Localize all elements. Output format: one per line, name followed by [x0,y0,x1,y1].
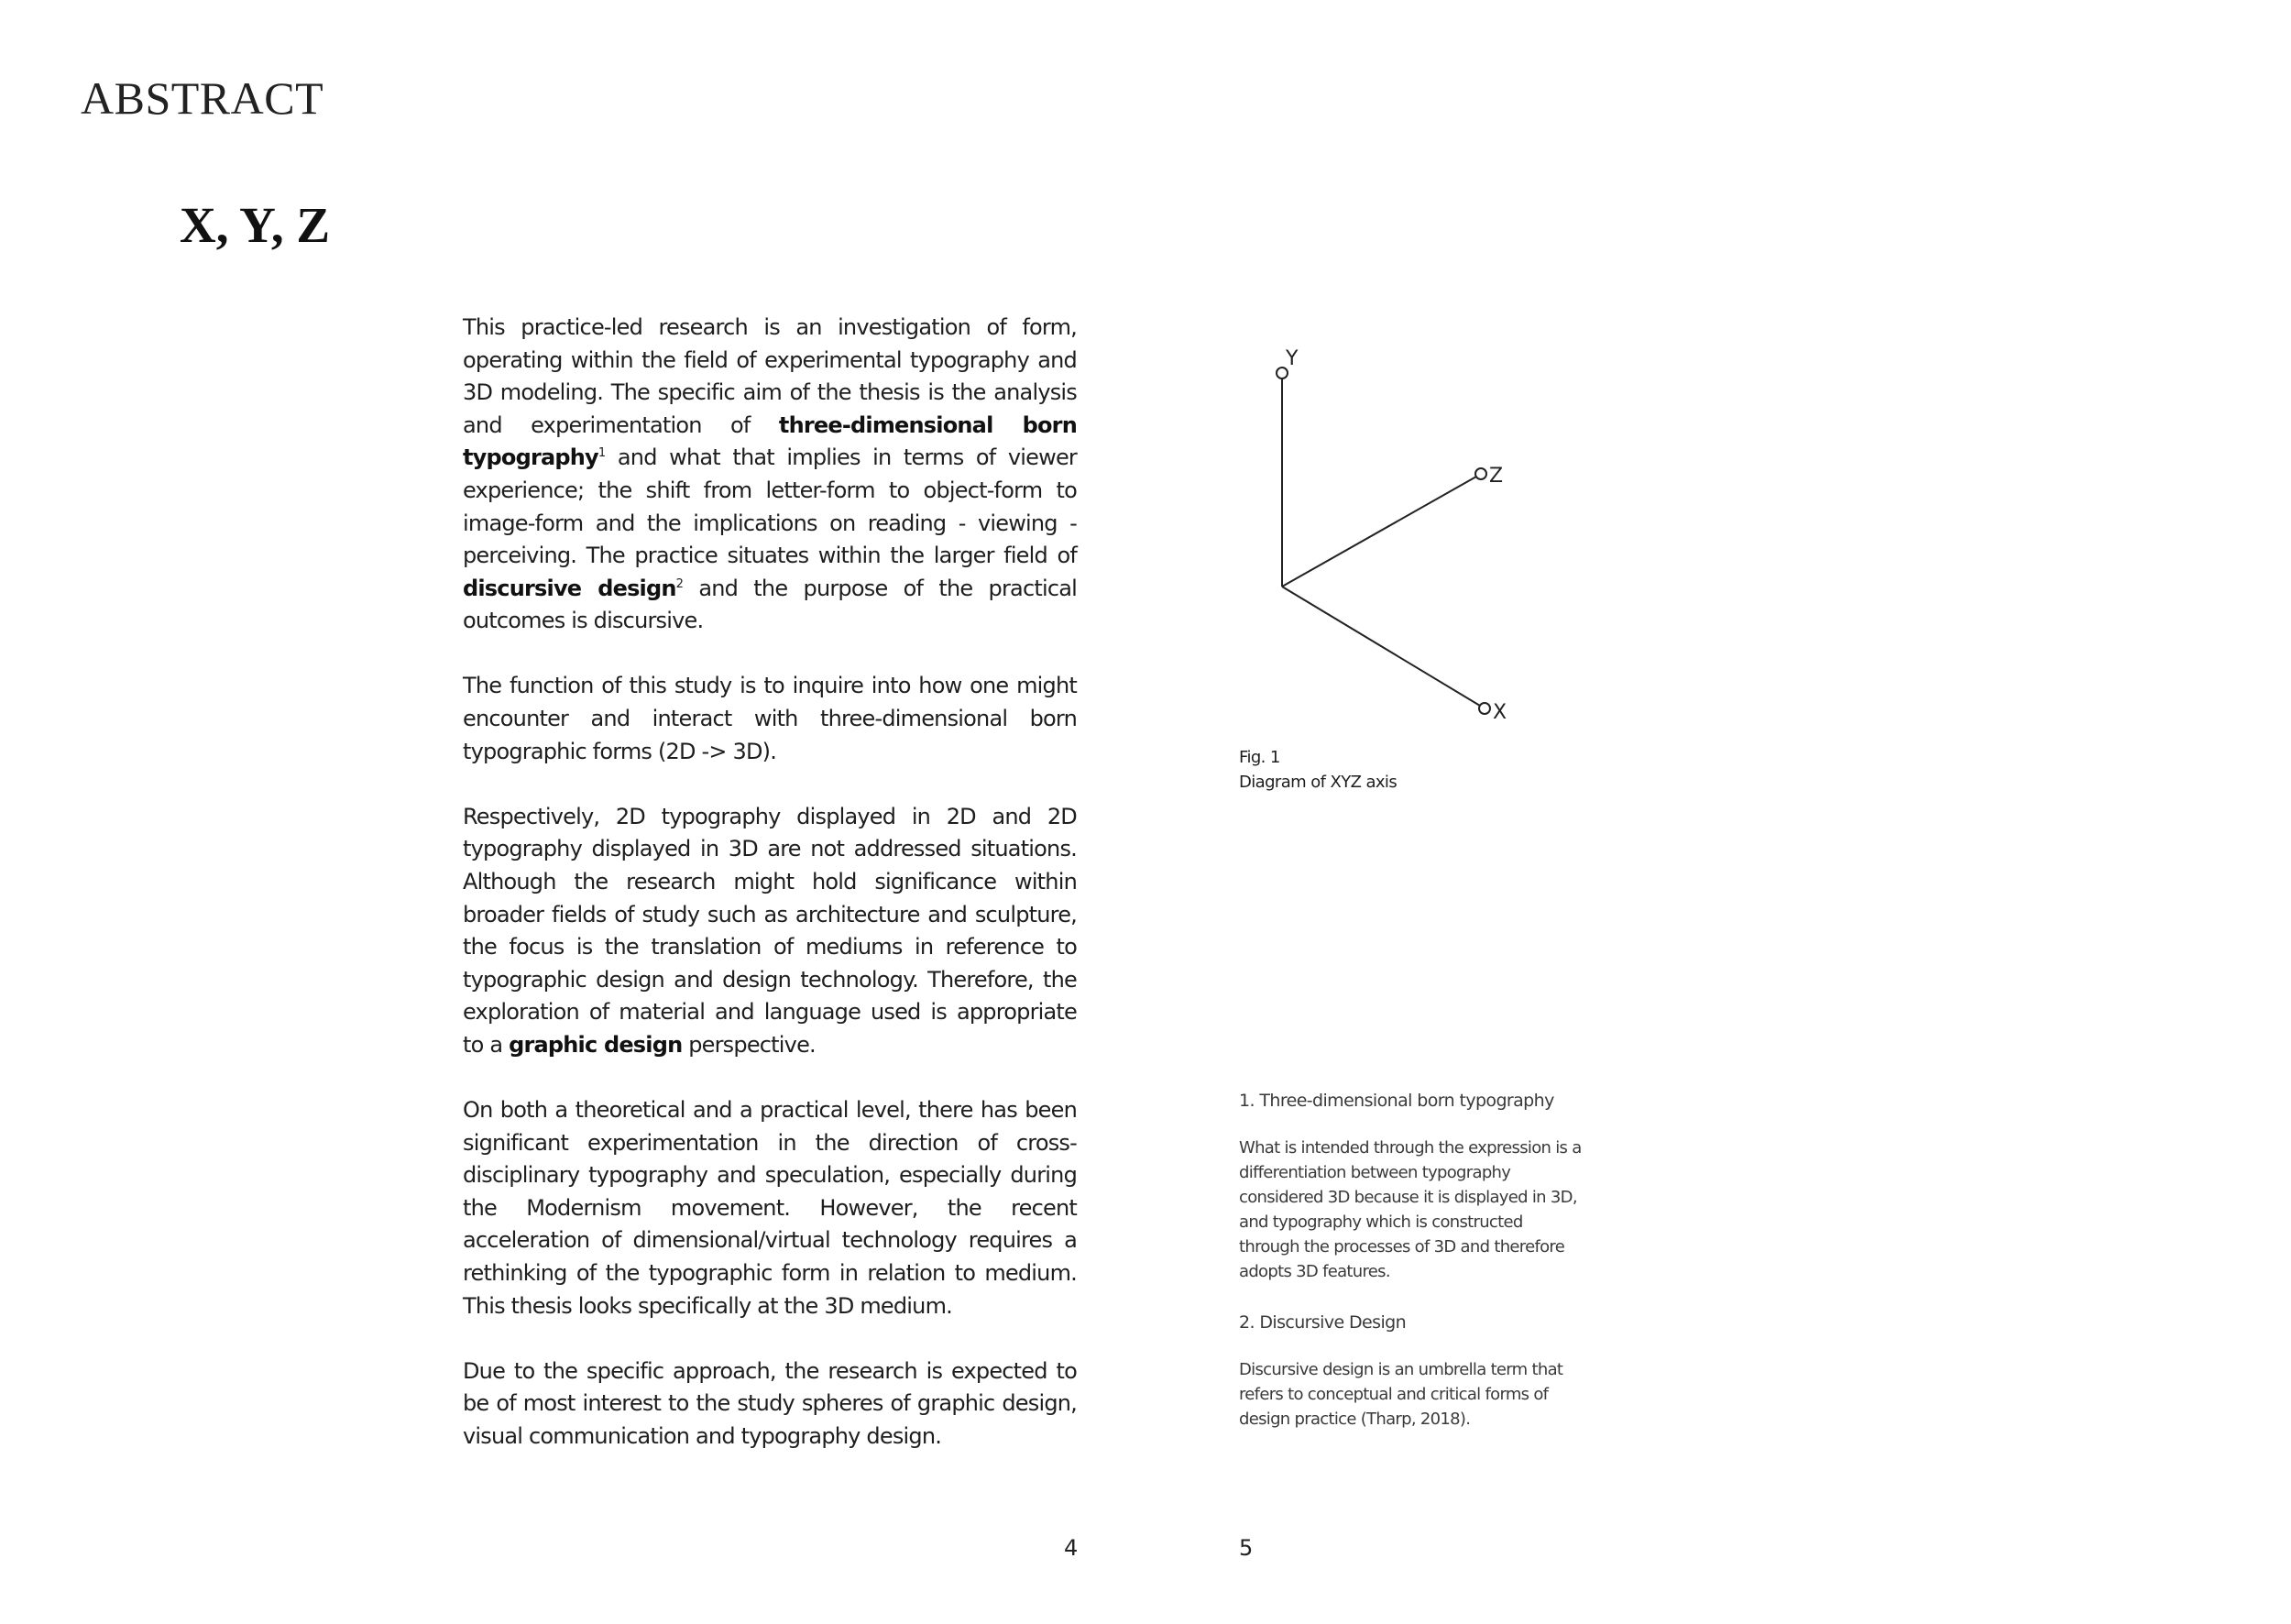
y-axis-label: Y [1286,347,1299,370]
figure-caption [1239,745,1397,795]
footnotes [1239,1089,1587,1458]
page-number-left: 4 [1064,1535,1079,1561]
footnote-1-text: What is intended through the expression is a differentiation between typography considered 3D because it is displayed in 3D, and typography which is constructed through the processes of 3D and therefore adopts 3D features. [1239,1138,1582,1281]
paragraph-3 [463,801,1077,1062]
figure-description: Diagram of XYZ axis [1239,773,1398,792]
section-label: ABSTRACT [81,72,324,124]
paragraph-3-text-a: Respectively, 2D typography displayed in 2D and 2D typography displayed in 3D are not addressed situations. Although the research might hold significance within broader fields of study such as architecture and sculpture, the focus is the translation of mediums in reference to typographic design and design technology. Therefore, the exploration of material and language used is appropriate to a [463,803,1077,1058]
footnote-2-title: 2. Discursive Design [1239,1312,1407,1333]
z-axis-label: Z [1489,465,1504,488]
paragraph-1-text-c: and the purpose of the practical outcomes is discursive. [463,575,1078,634]
term-discursive-design: discursive design [463,575,676,601]
x-axis-label: X [1493,701,1507,724]
paragraph-3-text-b: perspective. [682,1031,816,1058]
abstract-body [463,312,1077,1486]
term-three-dimensional-born-typography: three-dimensional born typography [463,411,1077,471]
paragraph-1-text-a: This practice-led research is an investigation of form, operating within the field of experimental typography and 3D modeling. The specific aim of the thesis is the analysis and experimentation of [463,314,1077,438]
paragraph-5: Due to the specific approach, the research is expected to be of most interest to the study spheres of graphic design, visual communication and typography design. [463,1357,1077,1449]
paragraph-2: The function of this study is to inquire into how one might encounter and interact with three-dimensional born typographic forms (2D -> 3D). [463,673,1077,764]
z-axis-endpoint [1475,468,1486,479]
xyz-axis-diagram [1228,339,1521,733]
footnote-ref-2: 2 [675,576,684,591]
page-number-right: 5 [1239,1535,1254,1561]
footnote-2-text: Discursive design is an umbrella term that refers to conceptual and critical forms of design practice (Tharp, 2018). [1239,1360,1563,1429]
paragraph-1-text-b: and what that implies in terms of viewer experience; the shift from letter-form to object-form to image-form and the implications on reading - viewing - perceiving. The practice situates within the larger field of [463,444,1077,569]
xyz-axis-svg [1228,339,1521,733]
footnote-ref-1: 1 [597,446,606,461]
x-axis-endpoint [1479,703,1490,714]
footnote-1-title: 1. Three-dimensional born typography [1239,1091,1554,1111]
term-graphic-design: graphic design [509,1031,683,1058]
paragraph-4: On both a theoretical and a practical level, there has been significant experimentation in the direction of cross-disciplinary typography and speculation, especially during the Modernism movement. However, the recent acceleration of dimensional/virtual technology requires a rethinking of the typographic form in relation to medium. This thesis looks specifically at the 3D medium. [463,1096,1077,1319]
paragraph-1 [463,312,1077,638]
z-axis-line [1282,477,1476,587]
figure-number: Fig. 1 [1239,748,1280,767]
page-title: X, Y, Z [180,197,331,253]
x-axis-line [1282,587,1480,706]
